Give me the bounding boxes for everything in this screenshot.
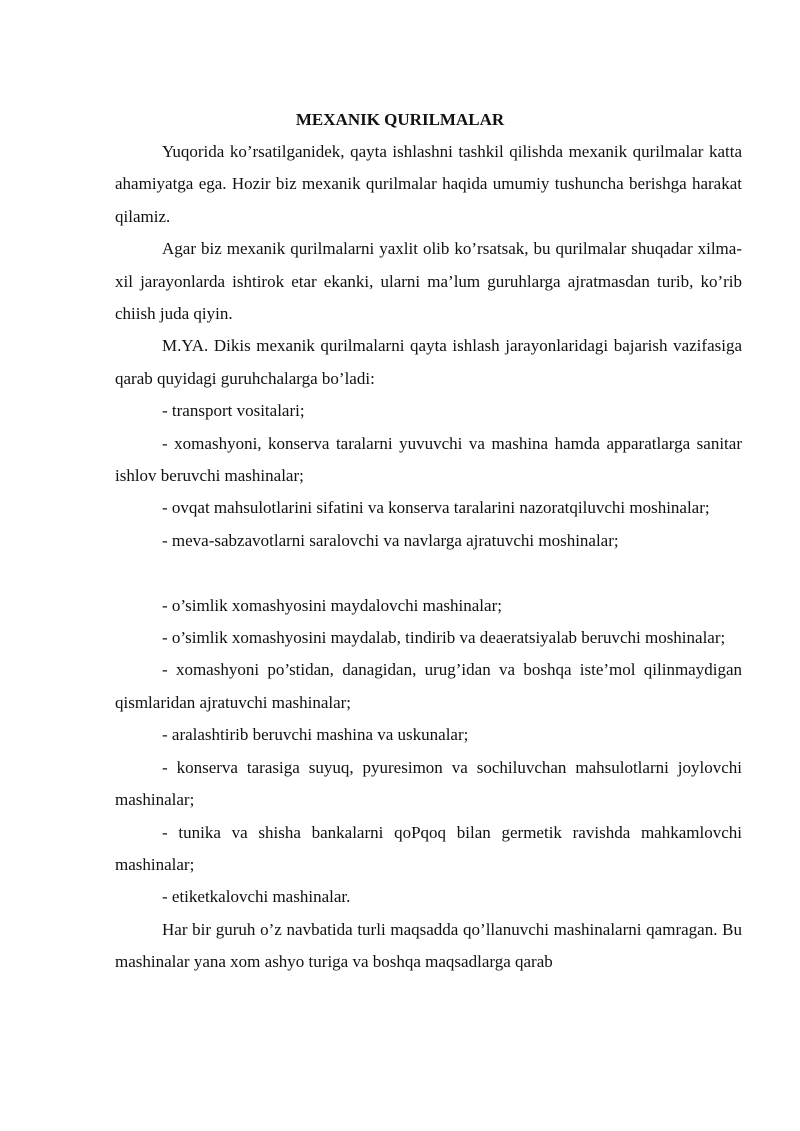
list-item: - transport vositalari; xyxy=(162,401,305,421)
list-item: - konserva tarasiga suyuq, pyuresimon va sochiluvchan mahsulotlarni joylovchi mashinalar; xyxy=(115,757,742,810)
document-body xyxy=(115,136,742,979)
paragraph-intro: Yuqorida ko’rsatilganidek, qayta ishlashni tashkil qilishda mexanik qurilmalar katta ahamiyatga ega. Hozir biz mexanik qurilmalar haqida umumiy tushuncha berishga harakat qilamiz. xyxy=(115,142,742,226)
blank-line xyxy=(115,557,742,589)
paragraph-classification: M.YA. Dikis mexanik qurilmalarni qayta ishlash jarayonlaridagi bajarish vazifasiga qarab quyidagi guruhchalarga bo’ladi: xyxy=(115,336,742,388)
page-title: MEXANIK QURILMALAR xyxy=(295,110,505,129)
list-item: - xomashyoni, konserva taralarni yuvuvchi va mashina hamda apparatlarga sanitar ishlov beruvchi mashinalar; xyxy=(115,433,742,486)
list-item: - etiketkalovchi mashinalar. xyxy=(162,887,351,907)
list-item: - xomashyoni po’stidan, danagidan, urug’idan va boshqa iste’mol qilinmaydigan qismlaridan ajratuvchi mashinalar; xyxy=(115,660,742,712)
paragraph-overview: Agar biz mexanik qurilmalarni yaxlit olib ko’rsatsak, bu qurilmalar shuqadar xilma-xil jarayonlarda ishtirok etar ekanki, ularni ma’lum guruhlarga ajratmasdan turib, ko’rib chiish juda qiyin. xyxy=(115,239,742,324)
paragraph-closing: Har bir guruh o’z navbatida turli maqsadda qo’llanuvchi mashinalarni qamragan. Bu mashinalar yana xom ashyo turiga va boshqa maqsadlarga qarab xyxy=(115,919,742,972)
list-item: - o’simlik xomashyosini maydalovchi mashinalar; xyxy=(162,595,502,615)
list-item: - tunika va shisha bankalarni qoPqoq bilan germetik ravishda mahkamlovchi mashinalar; xyxy=(115,822,742,874)
list-item: - meva-sabzavotlarni saralovchi va navlarga ajratuvchi moshinalar; xyxy=(162,530,619,550)
list-item: - ovqat mahsulotlarini sifatini va konserva taralarini nazoratqiluvchi moshinalar; xyxy=(162,498,710,518)
list-item: - o’simlik xomashyosini maydalab, tindirib va deaeratsiyalab beruvchi moshinalar; xyxy=(162,628,726,648)
list-item: - aralashtirib beruvchi mashina va uskunalar; xyxy=(162,725,469,745)
